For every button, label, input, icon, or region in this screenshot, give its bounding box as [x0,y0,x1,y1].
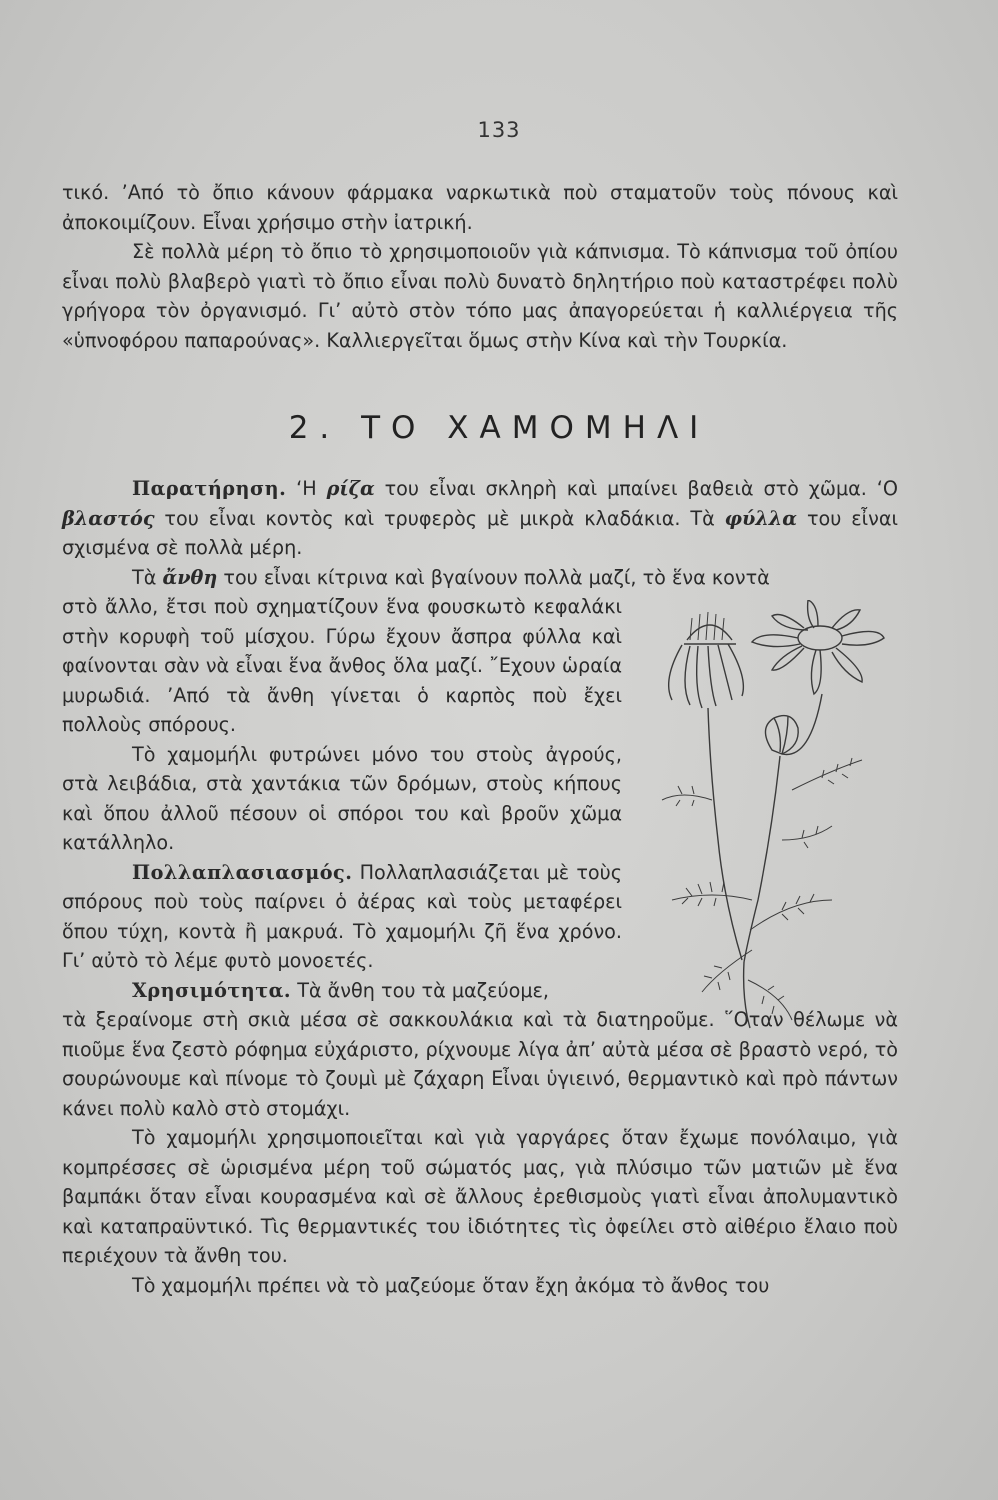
paragraph-last: Τὸ χαμομήλι πρέπει νὰ τὸ μαζεύομε ὅταν ἔχη ἀκόμα τὸ ἄνθος του [132,1273,770,1297]
text-run: του εἶναι κίτρινα καὶ βγαίνουν πολλὰ μαζί, τὸ ἕνα κοντὰ [217,565,770,589]
text-run: του εἶναι σκληρὴ καὶ μπαίνει βαθειὰ στὸ χῶμα. ‘Ο [374,477,898,500]
stem-right [744,756,780,962]
left-flower-head [669,612,744,708]
paragraph-flowers-first-line [62,563,898,593]
text-column-beside-figure [62,592,622,1005]
page-number: 133 [477,118,521,142]
usefulness-label: Χρησιμότητα. [132,978,292,1002]
paragraph-usefulness-first-line [62,976,622,1006]
term-root: ρίζα [326,477,375,500]
paragraph-gargle: Τὸ χαμομήλι χρησιμοποιεῖται καὶ γιὰ γαργάρες ὅταν ἔχωμε πονόλαιμο, γιὰ κομπρέσσες σὲ ὡρισμένα μέρη τοῦ σώματός μας, γιὰ πλύσιμο τῶν ματιῶν μὲ ἕνα βαμπάκι ὅταν εἶναι κουρασμένα καὶ σὲ ἄλλους ἐρεθισμοὺς γιατὶ εἶναι ἀπολυμαντικὸ καὶ καταπραϋντικό. Τὶς θερμαντικές του ἰδιότητες τὶς ὀφείλει στὸ αἰθέριο ἔλαιο ποὺ περιέχουν τὰ ἄνθη του. [62,1126,898,1267]
right-flower-head [752,600,884,694]
term-flowers: ἄνθη [162,565,218,589]
paragraph-usefulness: τὰ ξεραίνομε στὴ σκιὰ μέσα σὲ σακκουλάκια καὶ τὰ διατηροῦμε. ῞Οταν θέλωμε νὰ πιοῦμε ἕνα ζεστὸ ρόφημα εὐχάριστο, ρίχνουμε λίγα ἀπ’ αὐτὰ μέσα σὲ βραστὸ νερό, τὸ σουρώνουμε καὶ πίνομε τὸ ζουμὶ μὲ ζάχαρη Εἶναι ὑγιεινό, θερμαντικὸ καὶ πρὸ πάντων κάνει πολὺ καλὸ στὸ στομάχι. [62,1008,898,1120]
text-run: Πολλαπλασιάζεται μὲ τοὺς σπόρους ποὺ τοὺς παίρνει ὁ ἀέρας καὶ τοὺς μεταφέρει ὅπου τύχη, κοντὰ ἢ μακρυά. Τὸ χαμομήλι ζῆ ἕνα χρόνο. Γι’ αὐτὸ τὸ λέμε φυτὸ μονοετές. [62,860,622,972]
feathery-leaves [662,758,862,1020]
chamomile-illustration [632,600,898,1030]
text-run: ‘Η [286,477,327,500]
text-run: Τὰ ἄνθη του τὰ μαζεύομε, [291,978,550,1002]
paragraph-habitat: Τὸ χαμομήλι φυτρώνει μόνο του στοὺς ἀγρούς, στὰ λειβάδια, στὰ χαντάκια τῶν δρόμων, στοὺς κήπους καὶ ὅπου ἀλλοῦ πέσουν οἱ σπόροι του καὶ βροῦν χῶμα κατάλληλο. [62,742,622,854]
paragraph-observation [62,474,898,563]
text-run: Τὰ [132,565,163,589]
paragraph-opium-smoking: Σὲ πολλὰ μέρη τὸ ὄπιο τὸ χρησιμοποιοῦν γιὰ κάπνισμα. Τὸ κάπνισμα τοῦ ὀπίου εἶναι πολὺ βλαβερὸ γιατὶ τὸ ὄπιο εἶναι πολὺ δυνατὸ δηλητήριο ποὺ καταστρέφει πολὺ γρήγορα τὸν ὀργανισμό. Γι’ αὐτὸ στὸν τόπο μας ἀπαγορεύεται ἡ καλλιέργεια τῆς «ὑπνοφόρου παπαρούνας». Καλλιεργεῖται ὅμως στὴν Κίνα καὶ τὴν Τουρκία. [62,240,898,352]
paragraph-propagation [62,858,622,976]
chamomile-drawing [632,600,898,1030]
stem-base [744,962,750,1028]
flower-bud [765,716,798,754]
text-run: του εἶναι σχισμένα σὲ πολλὰ μέρη. [62,506,898,559]
opium-continuation [62,178,898,355]
section-heading: 2. ΤΟ ΧΑΜΟΜΗΛΙ [288,410,710,446]
paragraph-flowers: στὸ ἄλλο, ἔτσι ποὺ σχηματίζουν ἕνα φουσκωτὸ κεφαλάκι στὴν κορυφὴ τοῦ μίσχου. Γύρω ἔχουν ἄσπρα φύλλα καὶ φαίνονται σὰν νὰ εἶναι ἕνα ἄνθος ὅλα μαζί. ῎Εχουν ὡραία μυρωδιά. ’Από τὰ ἄνθη γίνεται ὁ καρπὸς ποὺ ἔχει πολλοὺς σπόρους. [62,595,622,736]
observation-label: Παρατήρηση. [132,477,287,500]
propagation-label: Πολλαπλασιασμός. [132,860,353,884]
paragraph-opium-medicine: τικό. ’Από τὸ ὄπιο κάνουν φάρμακα ναρκωτικὰ ποὺ σταματοῦν τοὺς πόνους καὶ ἀποκοιμίζουν. Εἶναι χρήσιμο στὴν ἰατρική. [62,181,898,234]
term-stem: βλαστός [62,506,155,530]
stem-left [708,708,742,960]
term-leaves: φύλλα [724,506,798,530]
text-run: του εἶναι κοντὸς καὶ τρυφερὸς μὲ μικρὰ κλαδάκια. Τὰ [154,506,725,530]
